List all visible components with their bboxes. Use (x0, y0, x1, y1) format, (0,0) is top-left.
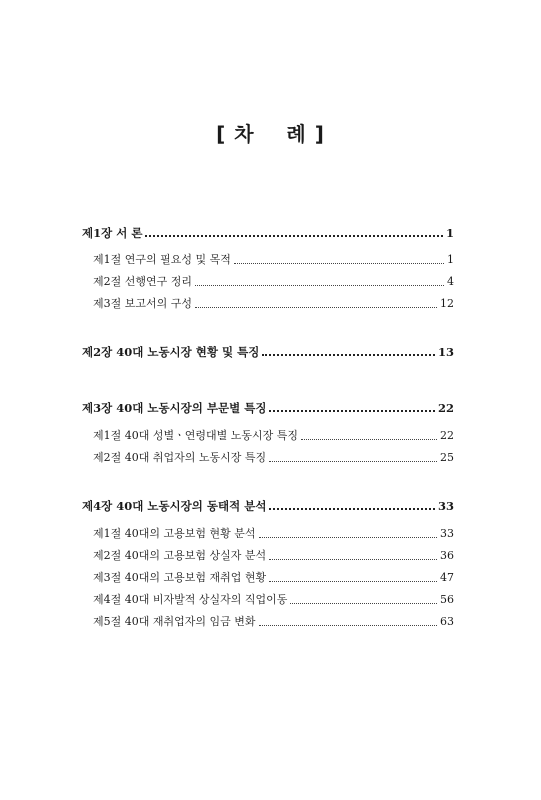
toc-page-number: 36 (440, 549, 454, 562)
dot-leader (269, 461, 437, 462)
toc-section-title: 제4절 40대 비자발적 상실자의 직업이동 (93, 593, 288, 606)
toc-section-title: 제2절 선행연구 정리 (93, 275, 192, 288)
toc-chapter-2[interactable] (82, 344, 454, 360)
toc-page-number: 22 (440, 429, 454, 442)
toc-chapter-title: 제4장 40대 노동시장의 동태적 분석 (82, 499, 267, 513)
toc-page-number: 33 (437, 499, 454, 513)
dot-leader (145, 235, 443, 237)
toc-chapter-title: 제3장 40대 노동시장의 부문별 특징 (82, 401, 267, 415)
toc-section-3-1[interactable] (93, 428, 454, 444)
toc-page-number: 12 (440, 297, 454, 310)
toc-section-4-4[interactable] (93, 592, 454, 608)
dot-leader (269, 581, 437, 582)
toc-section-title: 제2절 40대 취업자의 노동시장 특징 (93, 451, 267, 464)
toc-page-number: 47 (440, 571, 454, 584)
toc-page-number: 56 (440, 593, 454, 606)
page-title: [ 차 례 ] (216, 122, 325, 146)
toc-chapter-1[interactable] (82, 225, 454, 241)
dot-leader (269, 508, 435, 510)
toc-page-number: 4 (447, 275, 454, 288)
toc-section-title: 제5절 40대 재취업자의 임금 변화 (93, 615, 256, 628)
dot-leader (195, 285, 444, 286)
toc-page-number: 25 (440, 451, 454, 464)
dot-leader (259, 625, 438, 626)
toc-page-number: 1 (445, 226, 454, 240)
dot-leader (262, 354, 435, 356)
dot-leader (195, 307, 437, 308)
toc-section-3-2[interactable] (93, 450, 454, 466)
toc-section-title: 제3절 보고서의 구성 (93, 297, 192, 310)
toc-section-1-3[interactable] (93, 296, 454, 312)
toc-section-title: 제1절 40대의 고용보험 현황 분석 (93, 527, 256, 540)
toc-page-number: 33 (440, 527, 454, 540)
toc-section-title: 제3절 40대의 고용보험 재취업 현황 (93, 571, 267, 584)
dot-leader (290, 603, 437, 604)
toc-page-number: 63 (440, 615, 454, 628)
toc-page-number: 1 (447, 253, 454, 266)
dot-leader (269, 559, 437, 560)
toc-chapter-title: 제1장 서 론 (82, 226, 143, 240)
toc-section-title: 제2절 40대의 고용보험 상실자 분석 (93, 549, 267, 562)
dot-leader (259, 537, 438, 538)
toc-section-4-2[interactable] (93, 548, 454, 564)
toc-page-number: 22 (437, 401, 454, 415)
toc-section-4-1[interactable] (93, 526, 454, 542)
toc-chapter-4[interactable] (82, 498, 454, 514)
toc-section-title: 제1절 연구의 필요성 및 목적 (93, 253, 231, 266)
toc-chapter-3[interactable] (82, 400, 454, 416)
toc-section-4-5[interactable] (93, 614, 454, 630)
toc-chapter-title: 제2장 40대 노동시장 현황 및 특징 (82, 345, 260, 359)
toc-section-title: 제1절 40대 성별ㆍ연령대별 노동시장 특징 (93, 429, 298, 442)
dot-leader (301, 439, 437, 440)
toc-section-4-3[interactable] (93, 570, 454, 586)
toc-section-1-1[interactable] (93, 252, 454, 268)
toc-section-1-2[interactable] (93, 274, 454, 290)
dot-leader (269, 410, 435, 412)
toc-page-number: 13 (437, 345, 454, 359)
dot-leader (234, 263, 444, 264)
